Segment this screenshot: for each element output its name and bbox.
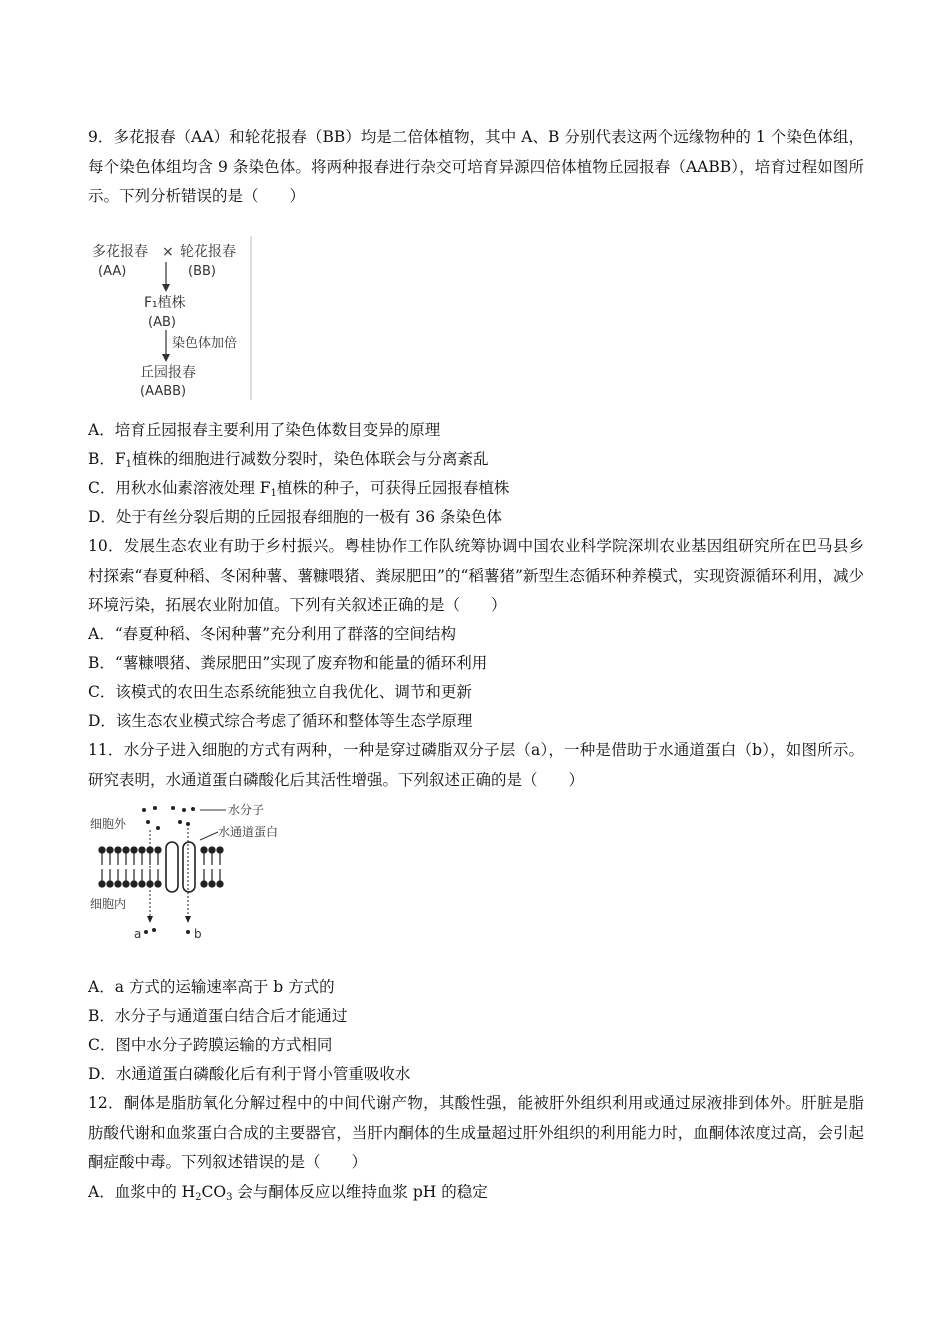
product-label: 丘园报春 [140,365,196,381]
q11-option-a: A．a 方式的运输速率高于 b 方式的 [88,978,335,996]
water-channel-protein [166,842,195,892]
question-10-stem: 10．发展生态农业有助于乡村振兴。粤桂协作工作队统筹协调中国农业科学院深圳农业基因组研究所在巴马县乡村探索“春夏种稻、冬闲种薯、薯糠喂猪、粪尿肥田”的“稻薯猪”新型生态循环种养模式，实现资源循环利用，减少环境污染，拓展农业附加值。下列有关叙述正确的是（ ） [88,537,864,614]
f1-label: F₁植株 [144,295,186,311]
parent2-label: 轮花报春 [180,244,236,260]
parent2-genome: (BB) [188,264,216,279]
f1-genome: (AB) [148,315,176,330]
q11-option-d: D．水通道蛋白磷酸化后有利于肾小管重吸收水 [88,1065,411,1083]
question-9-stem: 9．多花报春（AA）和轮花报春（BB）均是二倍体植物，其中 A、B 分别代表这两个远缘物种的 1 个染色体组，每个染色体组均含 9 条染色体。将两种报春进行杂交可培育异源四倍体植物丘园报春（AABB），培育过程如图所示。下列分析错误的是（ ） [88,128,864,205]
water-molecule-label: 水分子 [228,803,265,817]
q10-option-c: C．该模式的农田生态系统能独立自我优化、调节和更新 [88,683,472,701]
breeding-process-diagram [88,236,258,400]
question-12-stem: 12．酮体是脂肪氧化分解过程中的中间代谢产物，其酸性强，能被肝外组织利用或通过尿液排到体外。肝脏是脂肪酸代谢和血浆蛋白合成的主要器官，当肝内酮体的生成量超过肝外组织的利用能力时，血酮体浓度过高，会引起酮症酸中毒。下列叙述错误的是（ ） [88,1094,864,1171]
q10-option-d: D．该生态农业模式综合考虑了循环和整体等生态学原理 [88,712,473,730]
path-b-label: b [194,927,202,941]
water-channel-label: 水通道蛋白 [218,825,279,839]
arrow-down-icon [162,284,170,292]
path-a-label: a [134,927,142,941]
q9-option-a: A．培育丘园报春主要利用了染色体数目变异的原理 [88,421,441,439]
q12-option-a: A．血浆中的 $H_2CO_3$ 会与酮体反应以维持血浆 pH 的稳定 [88,1183,488,1203]
cell-inside-label: 细胞内 [90,897,127,911]
q9-option-c: C．用秋水仙素溶液处理 $F_1$植株的种子，可获得丘园报春植株 [88,479,510,499]
parent1-label: 多花报春 [92,244,148,260]
doubling-step-label: 染色体加倍 [172,336,238,351]
arrow-down-icon [162,354,170,362]
cross-symbol: × [162,244,174,260]
q11-option-b: B．水分子与通道蛋白结合后才能通过 [88,1007,348,1025]
question-11-stem: 11．水分子进入细胞的方式有两种，一种是穿过磷脂双分子层（a），一种是借助于水通道蛋白（b），如图所示。研究表明，水通道蛋白磷酸化后其活性增强。下列叙述正确的是（ ） [88,741,864,789]
q9-option-d: D．处于有丝分裂后期的丘园报春细胞的一极有 36 条染色体 [88,508,503,526]
q11-option-c: C．图中水分子跨膜运输的方式相同 [88,1036,333,1054]
product-genome: (AABB) [140,384,187,399]
parent1-genome: (AA) [98,264,127,279]
cell-outside-label: 细胞外 [90,817,127,831]
q10-option-b: B．“薯糠喂猪、粪尿肥田”实现了废弃物和能量的循环利用 [88,654,488,672]
q9-option-b: B．$F_1$植株的细胞进行减数分裂时，染色体联会与分离紊乱 [88,450,489,470]
q10-option-a: A．“春夏种稻、冬闲种薯”充分利用了群落的空间结构 [88,625,457,643]
water-channel-diagram [88,800,298,945]
